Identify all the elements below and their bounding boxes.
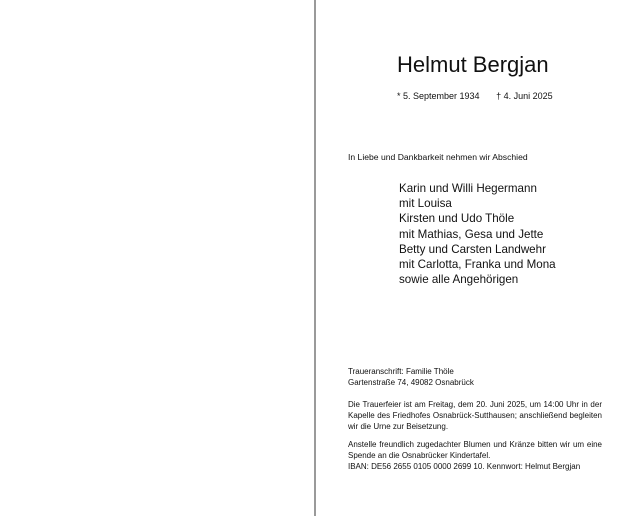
mourner-line: Karin und Willi Hegermann — [399, 182, 537, 195]
deceased-name: Helmut Bergjan — [397, 52, 549, 77]
donation-iban: IBAN: DE56 2655 0105 0000 2699 10. Kennwort: Helmut Bergjan — [348, 462, 581, 471]
mourning-address — [348, 366, 474, 388]
life-dates — [397, 90, 553, 102]
donation-request: Anstelle freundlich zugedachter Blumen und Kränze bitten wir um eine Spende an die Osnabrücker Kindertafel. — [348, 440, 602, 460]
mourner-line: mit Carlotta, Franka und Mona — [399, 258, 556, 272]
left-page-blank — [0, 0, 314, 516]
mourner-line: mit Mathias, Gesa und Jette — [399, 227, 544, 241]
funeral-service-info: Die Trauerfeier ist am Freitag, dem 20. Juni 2025, um 14:00 Uhr in der Kapelle des Friedhofes Osnabrück-Sutthausen; anschließend begleiten wir die Urne zur Beisetzung. — [348, 400, 602, 431]
mourner-line: Betty und Carsten Landwehr — [399, 242, 546, 256]
death-date: † 4. Juni 2025 — [496, 91, 553, 101]
mourner-line: mit Louisa — [399, 197, 452, 211]
mourners-list — [399, 181, 556, 287]
farewell-intro: In Liebe und Dankbarkeit nehmen wir Abschied — [348, 152, 528, 162]
address-contact: Traueranschrift: Familie Thöle — [348, 367, 454, 376]
birth-date: * 5. September 1934 — [397, 91, 480, 101]
address-street: Gartenstraße 74, 49082 Osnabrück — [348, 378, 474, 387]
mourner-line: Kirsten und Udo Thöle — [399, 212, 515, 226]
mourner-line: sowie alle Angehörigen — [399, 273, 519, 287]
